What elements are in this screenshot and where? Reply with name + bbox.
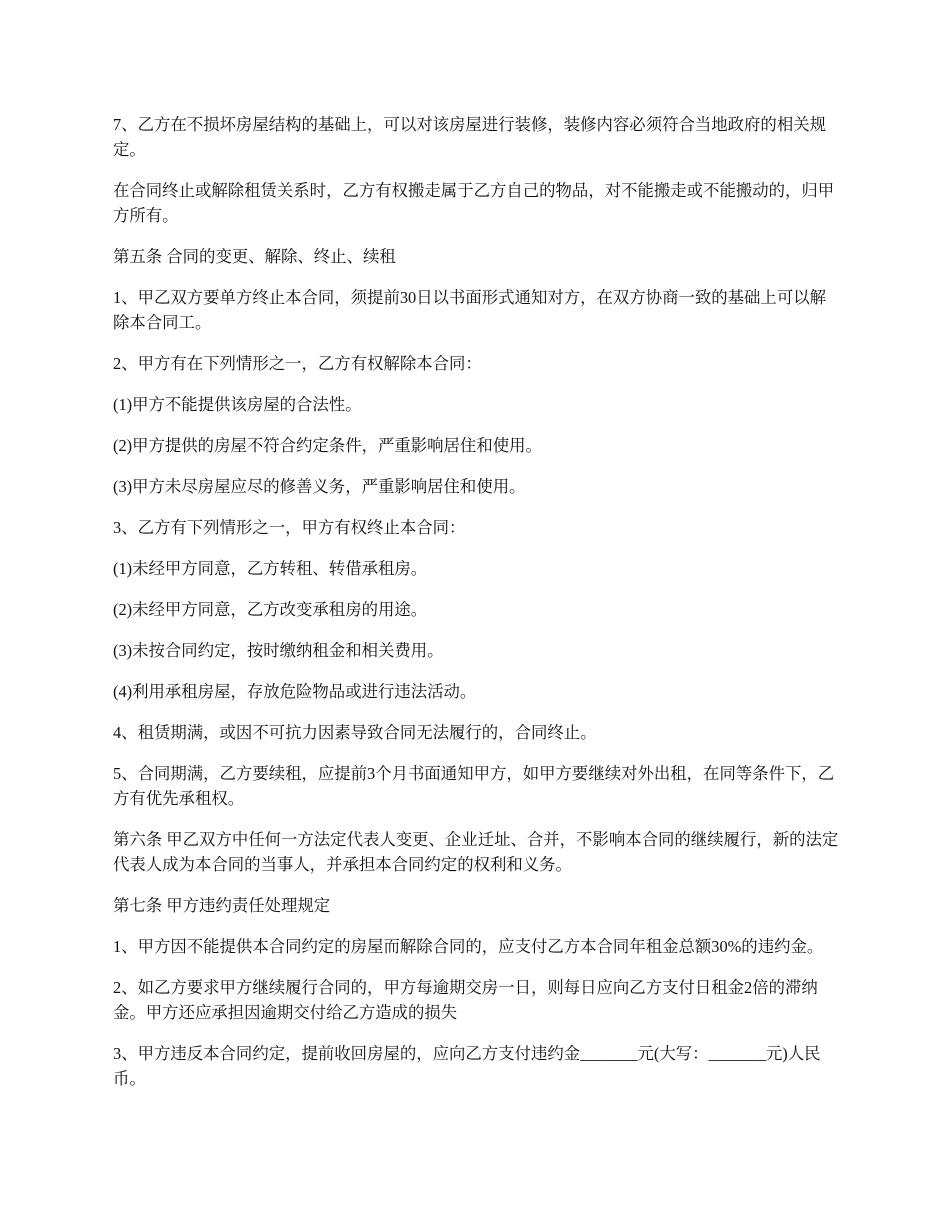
- paragraph: 7、乙方在不损坏房屋结构的基础上，可以对该房屋进行装修，装修内容必须符合当地政府的相关规定。: [113, 115, 826, 159]
- section-heading: 第六条 甲乙双方中任何一方法定代表人变更、企业迁址、合并，不影响本合同的继续履行，新的法定代表人成为本合同的当事人，并承担本合同约定的权利和义务。: [113, 830, 839, 874]
- list-item: (1)未经甲方同意，乙方转租、转借承租房。: [113, 559, 428, 578]
- list-item: (3)未按合同约定，按时缴纳租金和相关费用。: [113, 641, 444, 660]
- paragraph: 1、甲方因不能提供本合同约定的房屋而解除合同的，应支付乙方本合同年租金总额30%的违约金。: [113, 937, 824, 956]
- paragraph: 4、租赁期满，或因不可抗力因素导致合同无法履行的，合同终止。: [113, 723, 597, 742]
- paragraph: 5、合同期满，乙方要续租，应提前3个月书面通知甲方，如甲方要继续对外出租，在同等条件下，乙方有优先承租权。: [113, 764, 835, 808]
- section-heading: 第七条 甲方违约责任处理规定: [113, 896, 331, 915]
- document-page: [113, 112, 840, 1107]
- paragraph: 3、甲方违反本合同约定，提前收回房屋的，应向乙方支付违约金_______元(大写：_______元)人民币。: [113, 1044, 821, 1088]
- list-item: (2)未经甲方同意，乙方改变承租房的用途。: [113, 600, 428, 619]
- list-item: (4)利用承租房屋，存放危险物品或进行违法活动。: [113, 682, 477, 701]
- list-item: (3)甲方未尽房屋应尽的修善义务，严重影响居住和使用。: [113, 477, 526, 496]
- paragraph: 3、乙方有下列情形之一，甲方有权终止本合同：: [113, 518, 466, 537]
- paragraph: 1、甲乙双方要单方终止本合同，须提前30日以书面形式通知对方，在双方协商一致的基础上可以解除本合同工。: [113, 288, 826, 332]
- paragraph: 2、如乙方要求甲方继续履行合同的，甲方每逾期交房一日，则每日应向乙方支付日租金2倍的滞纳金。甲方还应承担因逾期交付给乙方造成的损失: [113, 978, 818, 1022]
- paragraph: 在合同终止或解除租赁关系时，乙方有权搬走属于乙方自己的物品，对不能搬走或不能搬动的，归甲方所有。: [113, 181, 835, 225]
- paragraph: 2、甲方有在下列情形之一，乙方有权解除本合同：: [113, 354, 482, 373]
- list-item: (2)甲方提供的房屋不符合约定条件，严重影响居住和使用。: [113, 436, 542, 455]
- list-item: (1)甲方不能提供该房屋的合法性。: [113, 395, 362, 414]
- section-heading: 第五条 合同的变更、解除、终止、续租: [113, 247, 396, 266]
